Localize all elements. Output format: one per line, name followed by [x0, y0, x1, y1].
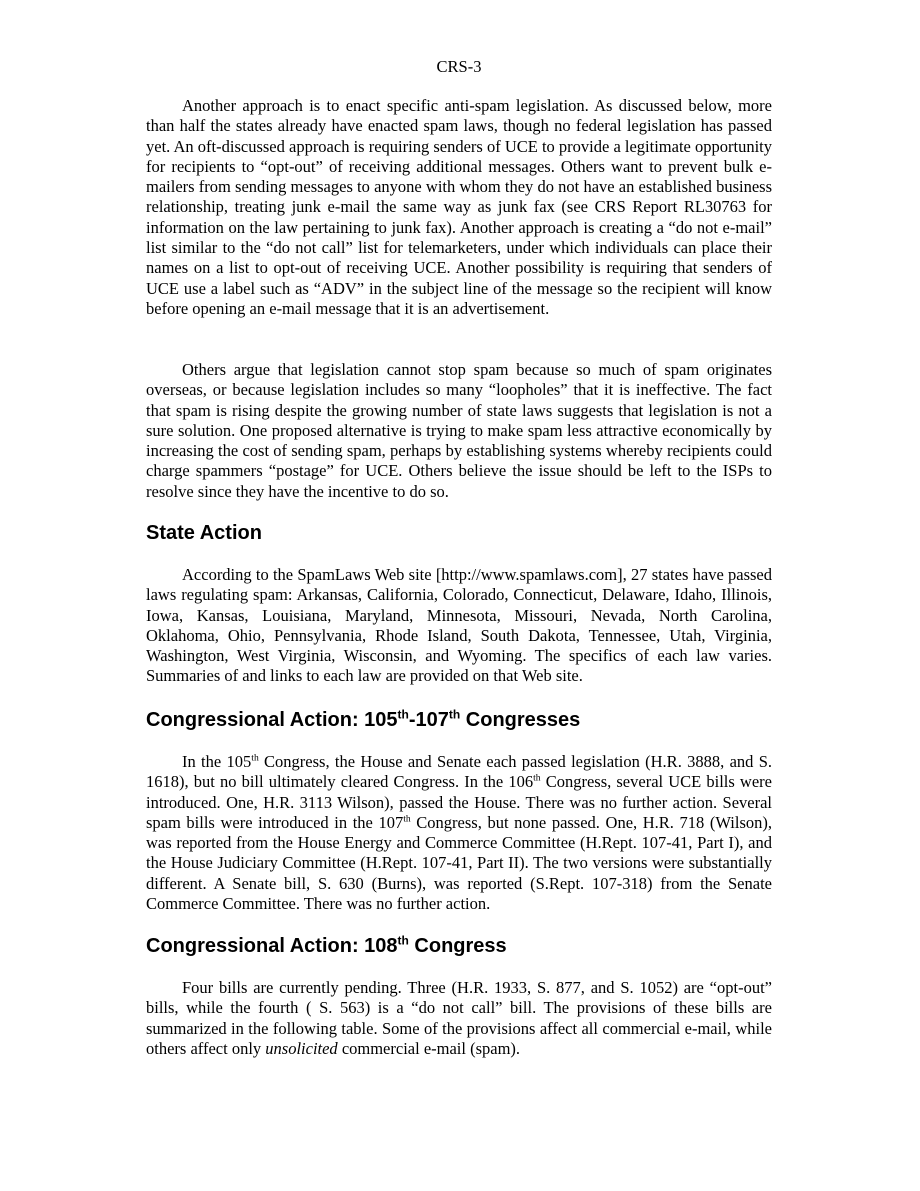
- heading-text: Congresses: [460, 709, 581, 731]
- paragraph-state-laws: According to the SpamLaws Web site [http://www.spamlaws.com], 27 states have passed laws regulating spam: Arkansas, California, Colorado, Connecticut, Delaware, Idaho, Illinois, Iowa, Kansas, Louisiana, Maryland, Minnesota, Missouri, Nevada, North Carolina, Oklahoma, Ohio, Pennsylvania, Rhode Island, South Dakota, Tennessee, Utah, Virginia, Washington, West Virginia, Wisconsin, and Wyoming. The specifics of each law varies. Summaries of and links to each law are provided on that Web site.: [146, 565, 772, 686]
- heading-text: Congress: [408, 935, 507, 957]
- paragraph-text: Congress, several UCE bills were introduced. One, H.R. 3113 Wilson), passed the House. There was no further action. Several spam bills were introduced in the 107: [146, 772, 772, 832]
- superscript: th: [397, 933, 409, 948]
- superscript: th: [251, 752, 259, 764]
- paragraph-anti-spam-legislation: Another approach is to enact specific anti-spam legislation. As discussed below, more than half the states already have enacted spam laws, though no federal legislation has passed yet. An oft-discussed approach is requiring senders of UCE to provide a legitimate opportunity for recipients to “opt-out” of receiving additional messages. Others want to prevent bulk e-mailers from sending messages to anyone with whom they do not have an established business relationship, treating junk e-mail the same way as junk fax (see CRS Report RL30763 for information on the law pertaining to junk fax). Another approach is creating a “do not e-mail” list similar to the “do not call” list for telemarketers, under which individuals can place their names on a list to opt-out of receiving UCE. Another possibility is requiring that senders of UCE use a label such as “ADV” in the subject line of the message so the recipient will know before opening an e-mail message that it is an advertisement.: [146, 96, 772, 318]
- paragraph-text: commercial e-mail (spam).: [337, 1038, 521, 1058]
- heading-text: Congressional Action: 108: [146, 935, 398, 957]
- heading-text: Congressional Action: 105: [146, 709, 398, 731]
- paragraph-pending-bills: [146, 978, 772, 1059]
- paragraph-legislation-limits: Others argue that legislation cannot stop spam because so much of spam originates overseas, or because legislation includes so many “loopholes” that it is ineffective. The fact that spam is rising despite the growing number of state laws suggests that legislation is not a sure solution. One proposed alternative is trying to make spam less attractive economically by increasing the cost of sending spam, perhaps by establishing systems whereby recipients could charge spammers “postage” for UCE. Others believe the issue should be left to the ISPs to resolve since they have the incentive to do so.: [146, 360, 772, 501]
- paragraph-text: Four bills are currently pending. Three (H.R. 1933, S. 877, and S. 1052) are “opt-out” bills, while the fourth ( S. 563) is a “do not call” bill. The provisions of these bills are summarized in the following table. Some of the provisions affect all commercial e-mail, while others affect only: [146, 978, 772, 1058]
- emphasis-text: unsolicited: [265, 1038, 338, 1058]
- heading-state-action: State Action: [146, 522, 262, 544]
- heading-congressional-action-105-107: [146, 708, 580, 732]
- superscript: th: [533, 772, 541, 784]
- paragraph-text: Congress, but none passed. One, H.R. 718 (Wilson), was reported from the House Energy and Commerce Committee (H.Rept. 107-41, Part I), and the House Judiciary Committee (H.Rept. 107-41, Part II). The two versions were substantially different. A Senate bill, S. 630 (Burns), was reported (S.Rept. 107-318) from the Senate Commerce Committee. There was no further action.: [146, 812, 772, 914]
- heading-congressional-action-108: [146, 934, 507, 958]
- heading-text: -107: [408, 709, 449, 731]
- superscript: th: [403, 813, 411, 825]
- paragraph-text: In the 105: [182, 752, 252, 771]
- paragraph-prior-congresses: [146, 752, 772, 914]
- superscript: th: [448, 707, 461, 722]
- page-number: CRS-3: [436, 57, 482, 76]
- superscript: th: [397, 707, 409, 722]
- paragraph-text: Congress, the House and Senate each passed legislation (H.R. 3888, and S. 1618), but no bill ultimately cleared Congress. In the 106: [146, 752, 772, 792]
